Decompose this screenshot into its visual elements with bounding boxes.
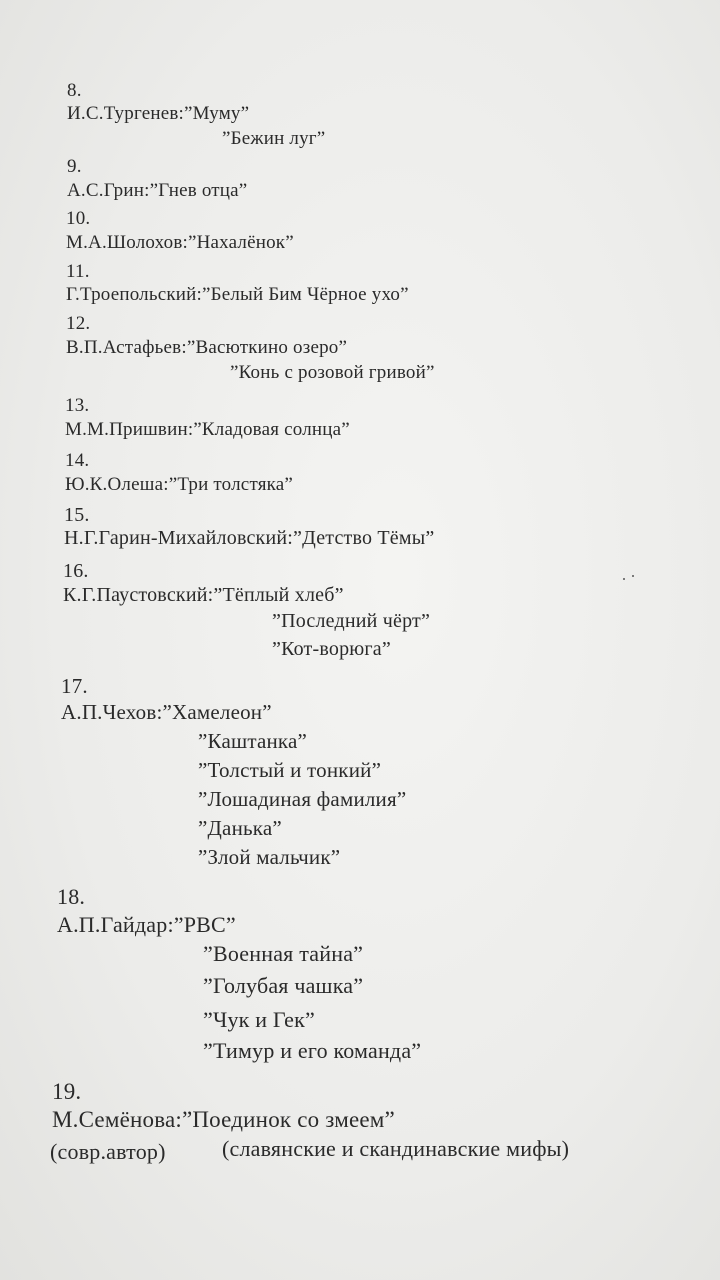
author-line: [67, 180, 247, 202]
author-name: Г.Троепольский:: [66, 284, 202, 305]
author-line: [67, 103, 249, 125]
work-title: ”Чук и Гек”: [203, 1007, 315, 1032]
work-title: ”Белый Бим Чёрное ухо”: [201, 284, 409, 305]
entry-number: 13.: [65, 395, 90, 416]
author-line: [64, 527, 434, 550]
author-line: [66, 337, 347, 359]
work-title: ”Поединок со змеем”: [181, 1107, 395, 1132]
author-note: (совр.автор): [50, 1139, 166, 1164]
paper-speck: [623, 578, 625, 580]
author-name: М.М.Пришвин:: [65, 419, 194, 440]
work-title: ”Кот-ворюга”: [272, 638, 391, 660]
author-name: А.С.Грин:: [67, 180, 150, 201]
work-title: ”Гнев отца”: [149, 180, 248, 201]
author-name: Ю.К.Олеша:: [65, 474, 169, 495]
author-line: [52, 1107, 395, 1133]
work-title: ”Бежин луг”: [222, 128, 326, 149]
author-name: М.Семёнова:: [52, 1107, 182, 1132]
author-line: [65, 474, 293, 496]
work-title: ”Конь с розовой гривой”: [230, 362, 435, 383]
work-title: ”Васюткино озеро”: [186, 337, 348, 358]
entry-number: 17.: [61, 674, 88, 698]
author-line: [57, 912, 236, 938]
work-title: ”Детство Тёмы”: [293, 527, 435, 549]
work-title: ”Муму”: [183, 103, 250, 124]
entry-number: 19.: [52, 1079, 82, 1104]
author-line: [66, 284, 409, 306]
work-title: ”Нахалёнок”: [187, 232, 294, 253]
entry-number: 10.: [66, 208, 91, 229]
entry-number: 15.: [64, 504, 90, 526]
entry-number: 16.: [63, 560, 89, 582]
work-title: ”Голубая чашка”: [203, 973, 364, 998]
entry-number: 9.: [67, 156, 82, 177]
work-title: ”Последний чёрт”: [272, 610, 431, 632]
work-title: ”Хамелеон”: [162, 700, 272, 724]
author-name: К.Г.Паустовский:: [63, 584, 214, 606]
work-title: ”РВС”: [173, 912, 236, 937]
author-line: [65, 419, 350, 441]
author-line: [61, 700, 272, 725]
work-title: ”Толстый и тонкий”: [198, 758, 382, 782]
author-name: А.П.Чехов:: [61, 700, 163, 724]
work-title: ”Данька”: [198, 816, 282, 840]
entry-number: 8.: [67, 80, 82, 101]
entry-number: 12.: [66, 313, 91, 334]
author-name: В.П.Астафьев:: [66, 337, 187, 358]
work-title: ”Тёплый хлеб”: [213, 584, 344, 606]
work-title: ”Три толстяка”: [168, 474, 294, 495]
author-line: [66, 232, 294, 254]
author-name: М.А.Шолохов:: [66, 232, 188, 253]
author-line: [63, 584, 344, 607]
entry-number: 18.: [57, 884, 86, 909]
entry-number: 14.: [65, 450, 90, 471]
entry-number: 11.: [66, 261, 90, 282]
work-title: ”Кладовая солнца”: [193, 419, 350, 440]
work-title: ”Лошадиная фамилия”: [198, 787, 407, 811]
author-name: И.С.Тургенев:: [67, 103, 184, 124]
author-name: А.П.Гайдар:: [57, 912, 174, 937]
paper-speck: [632, 575, 634, 577]
work-title: ”Злой мальчик”: [198, 845, 341, 869]
work-title: ”Военная тайна”: [203, 941, 364, 966]
genre-note: (славянские и скандинавские мифы): [222, 1136, 570, 1161]
work-title: ”Тимур и его команда”: [203, 1038, 422, 1063]
work-title: ”Каштанка”: [198, 729, 308, 753]
author-name: Н.Г.Гарин-Михайловский:: [64, 527, 294, 549]
